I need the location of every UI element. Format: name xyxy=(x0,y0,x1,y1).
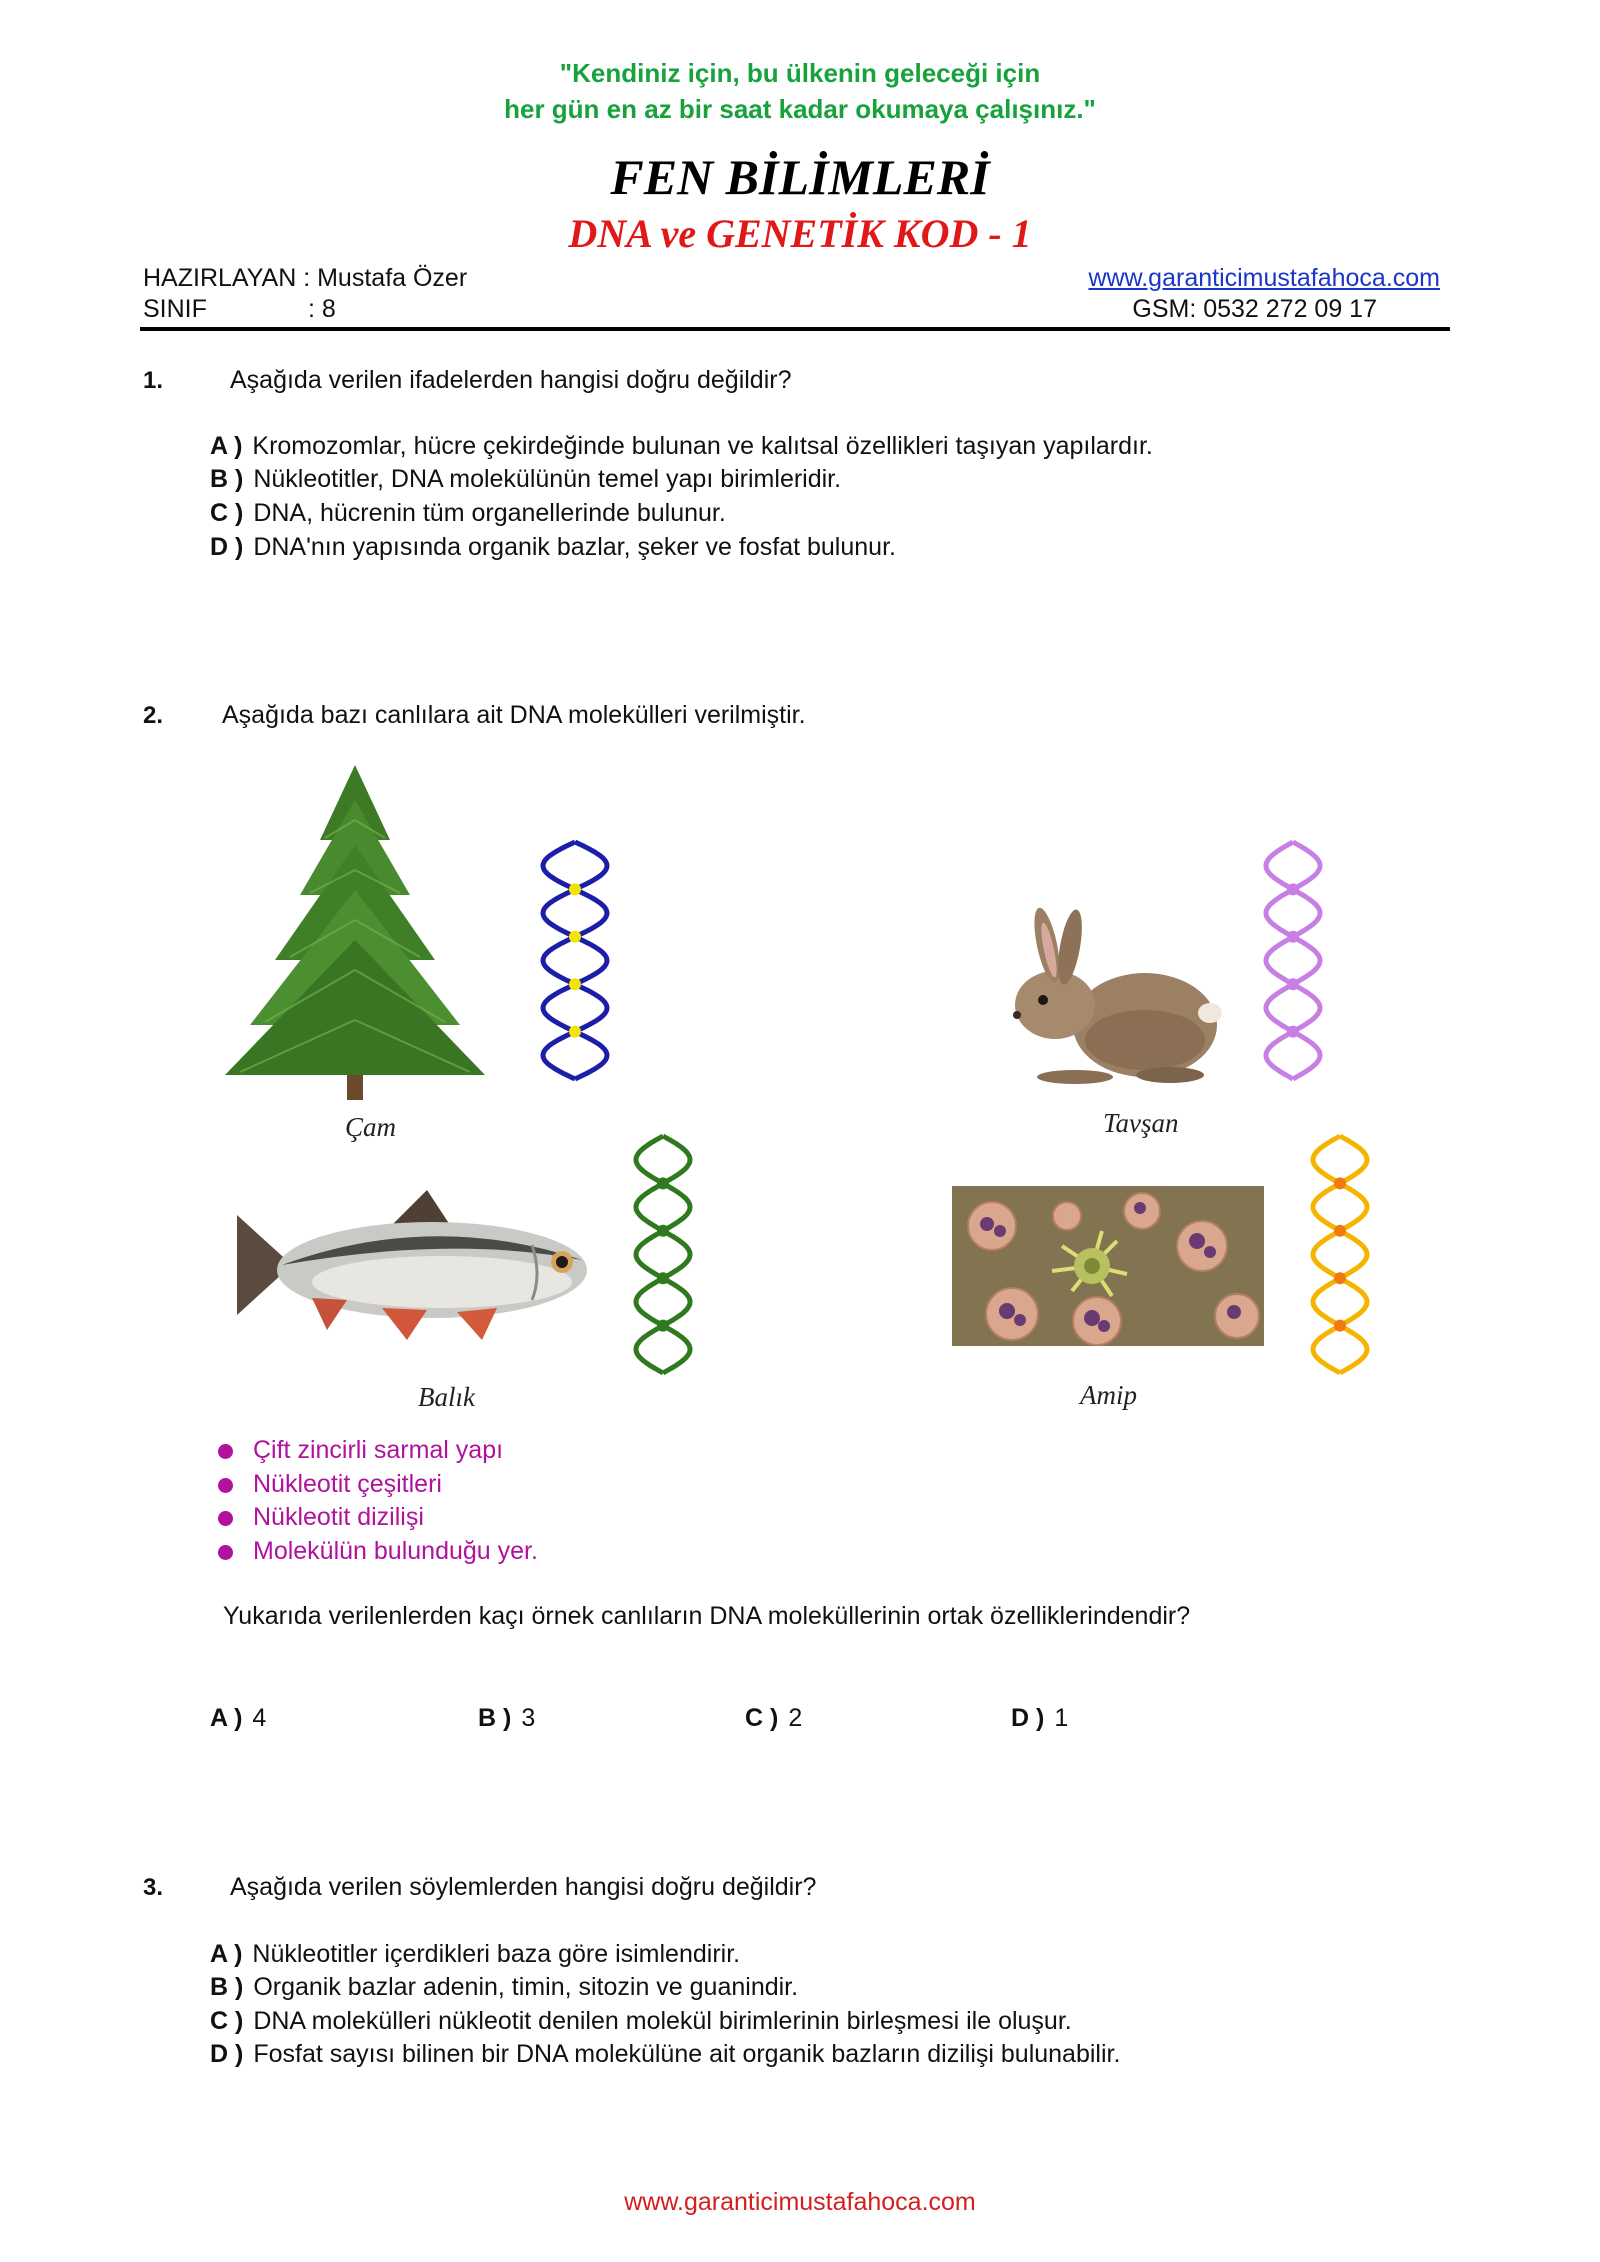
pine-tree-image xyxy=(215,760,495,1105)
fish-image xyxy=(232,1190,607,1345)
dna-helix-cam xyxy=(535,838,615,1083)
class-value: : 8 xyxy=(308,295,336,323)
dna-crossing xyxy=(569,931,581,943)
question-3-option-b[interactable]: B ) Organik bazlar adenin, timin, sitozin ve guanindir. xyxy=(210,1973,799,2001)
bullet-icon xyxy=(218,1511,233,1526)
page-subtitle: DNA ve GENETİK KOD - 1 xyxy=(568,211,1032,256)
caption-tavsan: Tavşan xyxy=(1103,1108,1179,1138)
gsm-number: GSM: 0532 272 09 17 xyxy=(1132,295,1377,323)
bullet-icon xyxy=(218,1478,233,1493)
caption-cam: Çam xyxy=(345,1112,397,1142)
dna-crossing xyxy=(1334,1177,1346,1189)
bullet-item: Molekülün bulunduğu yer. xyxy=(218,1537,538,1566)
question-1-number: 1. xyxy=(143,367,164,394)
caption-balik: Balık xyxy=(418,1382,475,1412)
dna-crossing xyxy=(569,1026,581,1038)
question-2-option-c[interactable]: C ) 2 xyxy=(745,1704,803,1732)
dna-crossing xyxy=(1287,931,1299,943)
question-1-option-a[interactable]: A ) Kromozomlar, hücre çekirdeğinde bulunan ve kalıtsal özellikleri taşıyan yapılardır. xyxy=(210,432,1153,460)
dna-crossing xyxy=(569,883,581,895)
dna-crossing xyxy=(1287,1026,1299,1038)
question-2-number: 2. xyxy=(143,702,164,729)
dna-crossing xyxy=(657,1177,669,1189)
dna-crossing xyxy=(657,1320,669,1332)
dna-crossing xyxy=(1287,978,1299,990)
bullet-item: Nükleotit çeşitleri xyxy=(218,1470,442,1499)
footer-website[interactable]: www.garanticimustafahoca.com xyxy=(624,2188,976,2216)
caption-amip: Amip xyxy=(1080,1380,1137,1410)
prepared-by: HAZIRLAYAN : Mustafa Özer xyxy=(143,264,468,292)
question-2-text: Aşağıda bazı canlılara ait DNA molekülleri verilmiştir. xyxy=(222,701,806,729)
dna-helix-tavsan xyxy=(1258,838,1328,1083)
amoeba-image xyxy=(952,1186,1264,1346)
dna-crossing xyxy=(657,1272,669,1284)
class-label: SINIF xyxy=(143,295,207,323)
question-2-option-b[interactable]: B ) 3 xyxy=(478,1704,536,1732)
question-3-option-a[interactable]: A ) Nükleotitler içerdikleri baza göre isimlendirir. xyxy=(210,1940,741,1968)
dna-crossing xyxy=(569,978,581,990)
dna-crossing xyxy=(657,1225,669,1237)
bullet-icon xyxy=(218,1545,233,1560)
dna-crossing xyxy=(1287,883,1299,895)
bullet-item: Nükleotit dizilişi xyxy=(218,1503,424,1532)
dna-helix-balik xyxy=(628,1132,698,1377)
rabbit-image xyxy=(995,905,1225,1095)
dna-crossing xyxy=(1334,1320,1346,1332)
bullet-icon xyxy=(218,1444,233,1459)
dna-crossing xyxy=(1334,1225,1346,1237)
bullet-item: Çift zincirli sarmal yapı xyxy=(218,1436,503,1465)
question-1-option-b[interactable]: B ) Nükleotitler, DNA molekülünün temel yapı birimleridir. xyxy=(210,465,842,493)
question-3-text: Aşağıda verilen söylemlerden hangisi doğru değildir? xyxy=(230,1873,817,1901)
dna-helix-amip xyxy=(1305,1132,1375,1377)
question-1-option-d[interactable]: D ) DNA'nın yapısında organik bazlar, şeker ve fosfat bulunur. xyxy=(210,533,896,561)
question-1-option-c[interactable]: C ) DNA, hücrenin tüm organellerinde bulunur. xyxy=(210,499,726,527)
header-divider xyxy=(140,327,1450,331)
question-1-text: Aşağıda verilen ifadelerden hangisi doğru değildir? xyxy=(230,366,792,394)
website-link[interactable]: www.garanticimustafahoca.com xyxy=(1088,264,1440,292)
dna-crossing xyxy=(1334,1272,1346,1284)
page-title: FEN BİLİMLERİ xyxy=(610,149,990,205)
question-2-prompt: Yukarıda verilenlerden kaçı örnek canlıların DNA moleküllerinin ortak özelliklerindendir? xyxy=(223,1602,1191,1630)
question-2-option-d[interactable]: D ) 1 xyxy=(1011,1704,1069,1732)
question-3-option-c[interactable]: C ) DNA molekülleri nükleotit denilen molekül birimlerinin birleşmesi ile oluşur. xyxy=(210,2007,1072,2035)
question-3-number: 3. xyxy=(143,1874,164,1901)
question-2-option-a[interactable]: A ) 4 xyxy=(210,1704,267,1732)
question-3-option-d[interactable]: D ) Fosfat sayısı bilinen bir DNA molekülüne ait organik bazların dizilişi bulunabilir. xyxy=(210,2040,1121,2068)
motto-line-1: "Kendiniz için, bu ülkenin geleceği için xyxy=(559,58,1041,88)
motto-line-2: her gün en az bir saat kadar okumaya çalışınız." xyxy=(504,94,1096,124)
